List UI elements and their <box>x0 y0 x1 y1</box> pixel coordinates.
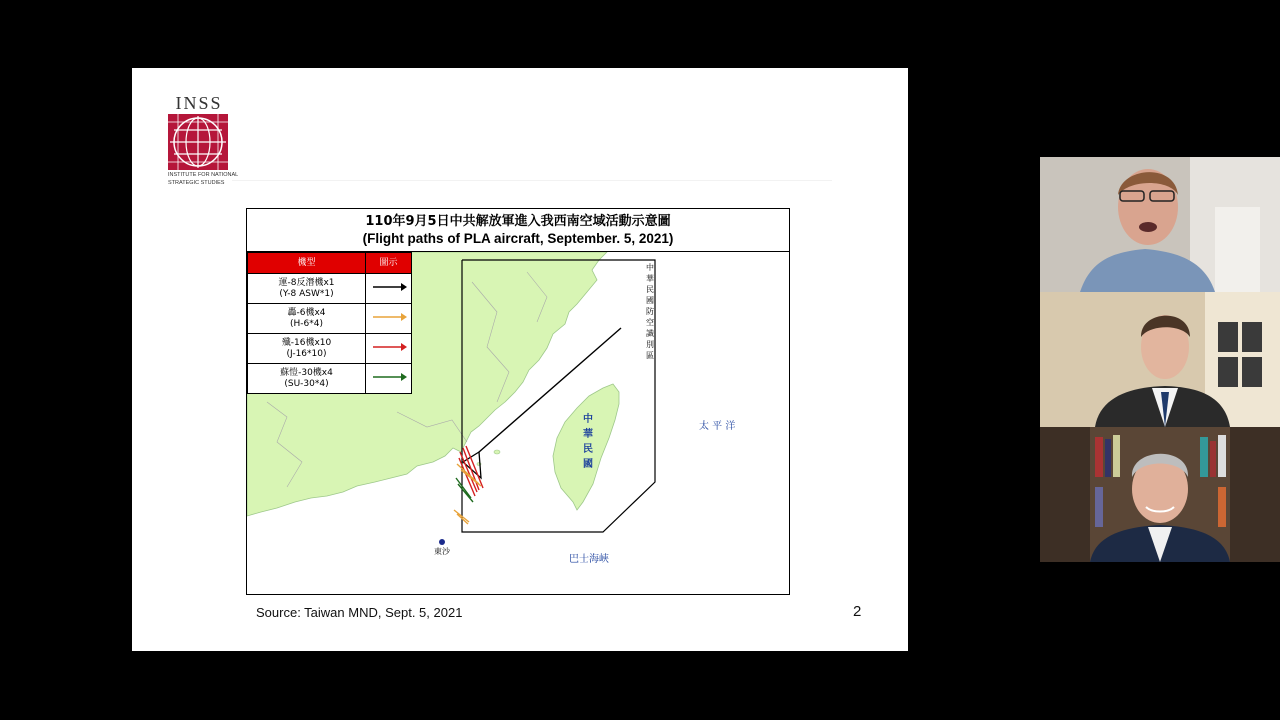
roc-label-4: 國 <box>583 459 593 470</box>
legend-aircraft-zh: 轟-6機x4 <box>287 307 326 318</box>
participant-video-2[interactable] <box>1040 292 1280 427</box>
adiz-label-char: 區 <box>646 351 654 360</box>
adiz-label-char: 識 <box>646 329 654 338</box>
roc-label-3: 民 <box>583 444 593 455</box>
person-avatar-icon <box>1040 157 1280 292</box>
participant-video-1[interactable] <box>1040 157 1280 292</box>
person-avatar-icon <box>1040 292 1280 427</box>
figure-title <box>247 209 789 252</box>
pacific-label: 太 平 洋 <box>699 421 736 432</box>
participant-video-3[interactable] <box>1040 427 1280 562</box>
arrow-icon-black <box>371 282 407 292</box>
adiz-label-char: 中 <box>646 263 654 272</box>
legend-aircraft-en: (Y-8 ASW*1) <box>279 288 334 299</box>
globe-icon <box>168 114 228 170</box>
legend-row <box>248 304 412 334</box>
bashi-label: 巴士海峽 <box>569 554 609 565</box>
figure-title-chinese: 110年9月5日中共解放軍進入我西南空域活動示意圖 <box>365 214 671 229</box>
adiz-label-char: 防 <box>646 307 654 316</box>
adiz-label-char: 華 <box>646 274 654 283</box>
legend-row <box>248 334 412 364</box>
legend-aircraft-en: (H-6*4) <box>290 318 323 329</box>
adiz-label-char: 別 <box>646 340 654 349</box>
figure-title-english: (Flight paths of PLA aircraft, September. 5, 2021) <box>362 231 674 246</box>
adiz-label-char: 民 <box>646 285 654 294</box>
source-citation: Source: Taiwan MND, Sept. 5, 2021 <box>256 605 463 620</box>
legend-header-type: 機型 <box>248 253 366 274</box>
header-divider <box>232 180 832 181</box>
inss-logo <box>168 93 239 186</box>
arrow-icon-green <box>371 372 407 382</box>
adiz-label-char: 國 <box>646 296 654 305</box>
person-avatar-icon <box>1040 427 1280 562</box>
dongsha-label: 東沙 <box>434 547 450 556</box>
roc-label-2: 華 <box>583 429 593 440</box>
dongsha-marker <box>439 539 445 545</box>
legend-header-symbol: 圖示 <box>366 253 412 274</box>
legend-aircraft-en: (J-16*10) <box>286 348 327 359</box>
legend-aircraft-zh: 運-8反潛機x1 <box>278 277 335 288</box>
legend-aircraft-en: (SU-30*4) <box>284 378 329 389</box>
su30-flight-paths <box>456 478 473 502</box>
legend-aircraft-zh: 蘇愷-30機x4 <box>280 367 333 378</box>
presentation-slide <box>132 68 908 651</box>
adiz-label-char: 空 <box>646 318 654 327</box>
arrow-icon-orange <box>371 312 407 322</box>
roc-label-1: 中 <box>583 414 593 425</box>
adiz-label <box>646 262 654 360</box>
legend-aircraft-zh: 殲-16機x10 <box>281 337 332 348</box>
legend-row <box>248 274 412 304</box>
aircraft-legend <box>247 252 412 394</box>
logo-caption-line-2: STRATEGIC STUDIES <box>168 180 225 186</box>
logo-caption-line-1: INSTITUTE FOR NATIONAL <box>168 172 239 178</box>
logo-wordmark: INSS <box>175 93 223 113</box>
page-number: 2 <box>853 603 862 620</box>
arrow-icon-red <box>371 342 407 352</box>
legend-row <box>248 364 412 394</box>
flight-path-figure <box>246 208 790 595</box>
